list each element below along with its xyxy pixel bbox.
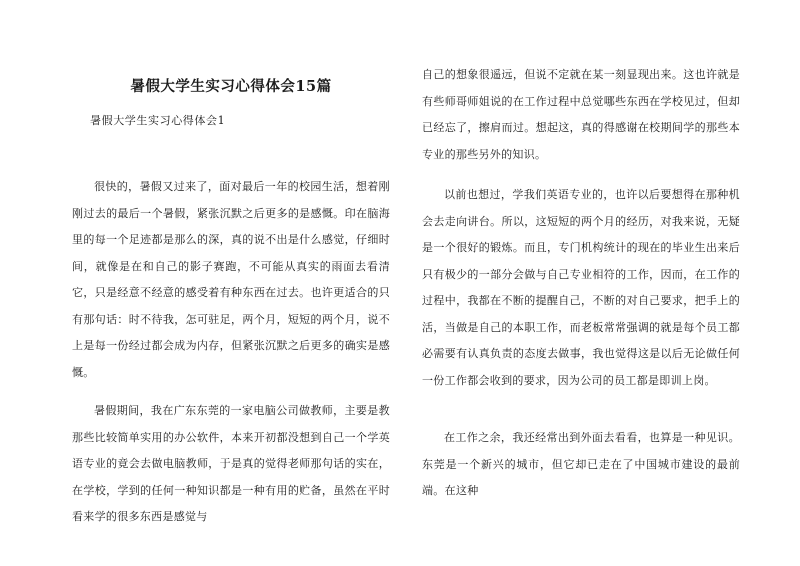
document-title: 暑假大学生实习心得体会15篇 (130, 78, 332, 95)
paragraph: 以前也想过，学我们英语专业的，也许以后要想得在那种机会去走向讲台。所以，这短短的两个月的经历，对我来说，无疑是一个很好的锻炼。而且，专门机构统计的现在的毕业生出来后只有极少的一部分会做与自己专业相符的工作，因而，在工作的过程中，我都在不断的提醒自己，不断的对自己要求，把手上的活，当做是自己的本职工作，而老板常常强调的就是每个员工都必需要有认真负责的态度去做事，我也觉得这是以后无论做任何一份工作都会收到的要求，因为公司的员工都是即训上岗。 (422, 188, 740, 387)
paragraph: 暑假期间，我在广东东莞的一家电脑公司做教师，主要是教那些比较简单实用的办公软件，本来开初都没想到自己一个学英语专业的竟会去做电脑教师，于是真的觉得老师那句话的实在，在学校，学到的任何一种知识都是一种有用的贮备，虽然在平时看来学的很多东西是感觉与 (72, 404, 390, 523)
paragraph: 很快的，暑假又过来了，面对最后一年的校园生活，想着刚刚过去的最后一个暑假，紧张沉默之后更多的是感慨。印在脑海里的每一个足迹都是那么的深，真的说不出是什么感觉，仔细时间，就像是在和自己的影子赛跑，不可能从真实的雨面去看清它，只是经意不经意的感受着有种东西在过去。也许更适合的只有那句话：时不待我，怎可驻足，两个月，短短的两个月，说不上是每一份经过都会成为内存，但紧张沉默之后更多的确实是感慨。 (72, 180, 390, 379)
paragraph: 在工作之余，我还经常出到外面去看看，也算是一种见识。东莞是一个新兴的城市，但它却已走在了中国城市建设的最前端。在这种 (422, 431, 740, 497)
document-subtitle: 暑假大学生实习心得体会1 (90, 114, 226, 127)
paragraph: 自己的想象很遥远，但说不定就在某一刻显现出来。这也许就是有些师哥师姐说的在工作过程中总觉哪些东西在学校见过，但却已经忘了，擦肩而过。想起这，真的得感谢在校期间学的那些本专业的那些另外的知识。 (422, 68, 740, 161)
